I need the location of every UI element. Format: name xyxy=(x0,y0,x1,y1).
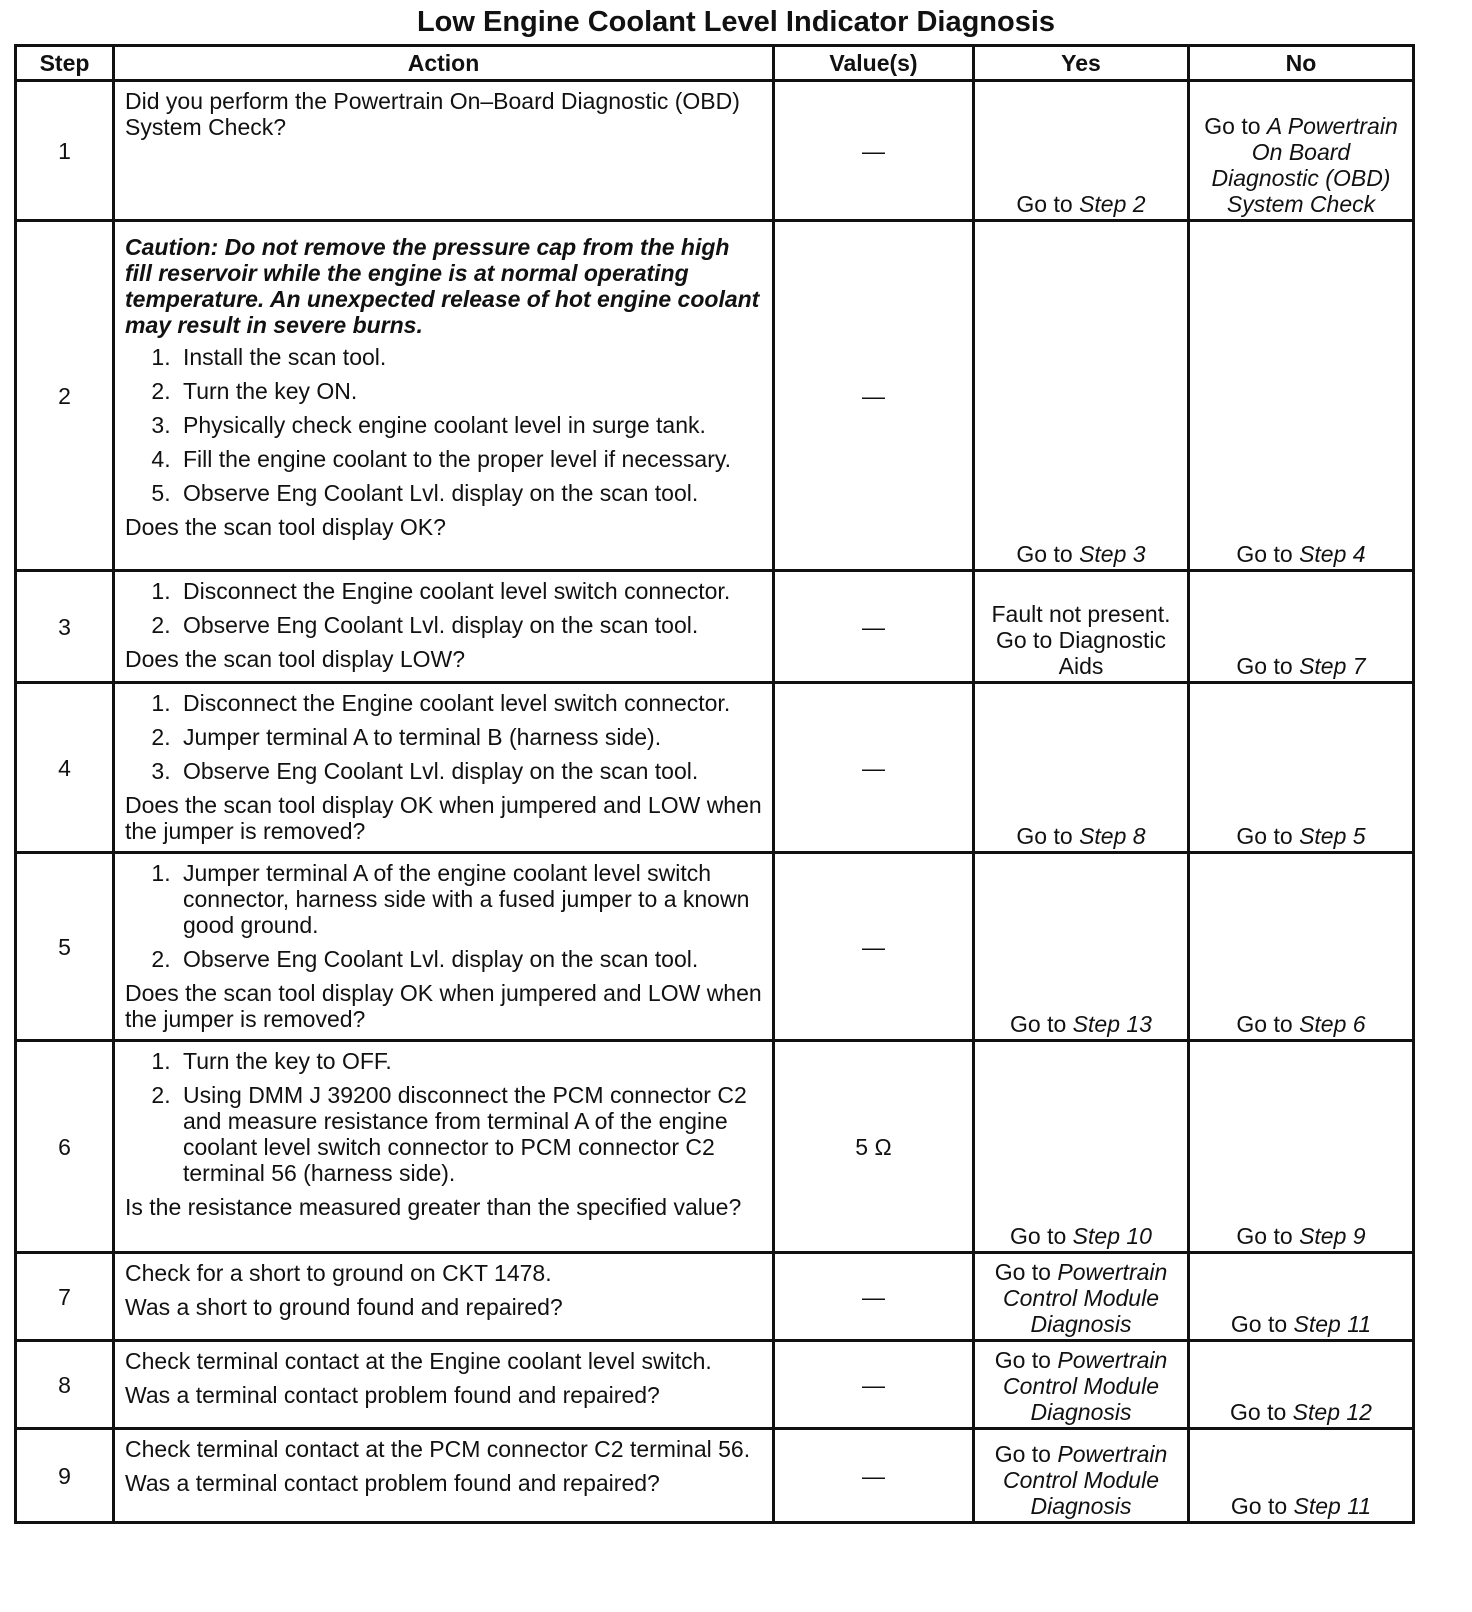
action-question: Was a terminal contact problem found and repaired? xyxy=(125,1382,660,1408)
yes-cell xyxy=(974,81,1189,221)
action-question: Does the scan tool display LOW? xyxy=(125,646,466,672)
no-target: Step 5 xyxy=(1299,823,1366,849)
no-target: Step 12 xyxy=(1292,1399,1372,1425)
no-prefix: Go to xyxy=(1204,113,1267,139)
yes-cell xyxy=(974,683,1189,853)
yes-prefix: Go to xyxy=(994,1441,1058,1467)
yes-prefix: Fault not present. Go to Diagnostic Aids xyxy=(991,601,1171,679)
action-step-item: 1. Jumper terminal A of the engine coolant level switch connector, harness side with a fused jumper to a known good ground. xyxy=(177,860,762,938)
yes-prefix: Go to xyxy=(1016,191,1080,217)
no-prefix: Go to xyxy=(1236,653,1300,679)
yes-cell xyxy=(974,1341,1189,1429)
table-row xyxy=(16,1253,1414,1341)
yes-prefix: Go to xyxy=(994,1347,1058,1373)
action-step-item: 1. Install the scan tool. xyxy=(177,344,762,370)
action-steps-list xyxy=(125,1048,762,1186)
caution-text: Caution: Do not remove the pressure cap from the high fill reservoir while the engine is at normal operating temperature. An unexpected release of hot engine coolant may result in severe burns. xyxy=(125,234,760,338)
yes-prefix: Go to xyxy=(1010,1011,1073,1037)
step-number: 2 xyxy=(16,221,114,571)
action-question: Does the scan tool display OK? xyxy=(125,514,446,540)
table-row xyxy=(16,81,1414,221)
table-row xyxy=(16,1041,1414,1253)
action-step-item: 1. Disconnect the Engine coolant level switch connector. xyxy=(177,690,762,716)
yes-cell xyxy=(974,571,1189,683)
diagnosis-table xyxy=(14,44,1415,1524)
action-step-item: 3. Observe Eng Coolant Lvl. display on the scan tool. xyxy=(177,758,762,784)
yes-target: Step 10 xyxy=(1072,1223,1152,1249)
action-line: Check terminal contact at the Engine coolant level switch. xyxy=(125,1348,712,1374)
no-cell xyxy=(1189,1253,1414,1341)
no-cell xyxy=(1189,1341,1414,1429)
step-number: 8 xyxy=(16,1341,114,1429)
action-cell xyxy=(114,221,774,571)
action-question: Was a short to ground found and repaired? xyxy=(125,1294,563,1320)
action-step-item: 3. Physically check engine coolant level in surge tank. xyxy=(177,412,762,438)
step-number: 4 xyxy=(16,683,114,853)
header-yes: Yes xyxy=(974,46,1189,81)
action-steps-list xyxy=(125,344,762,506)
table-row xyxy=(16,1429,1414,1523)
no-prefix: Go to xyxy=(1230,1399,1293,1425)
yes-prefix: Go to xyxy=(1016,541,1080,567)
yes-cell xyxy=(974,853,1189,1041)
action-cell xyxy=(114,571,774,683)
action-question: Is the resistance measured greater than the specified value? xyxy=(125,1194,742,1220)
step-number: 5 xyxy=(16,853,114,1041)
yes-prefix: Go to xyxy=(1016,823,1080,849)
no-prefix: Go to xyxy=(1230,1493,1294,1519)
step-number: 1 xyxy=(16,81,114,221)
action-step-item: 5. Observe Eng Coolant Lvl. display on the scan tool. xyxy=(177,480,762,506)
action-question: Does the scan tool display OK when jumpered and LOW when the jumper is removed? xyxy=(125,980,762,1032)
header-action: Action xyxy=(114,46,774,81)
action-step-item: 2. Jumper terminal A to terminal B (harness side). xyxy=(177,724,762,750)
action-cell xyxy=(114,81,774,221)
table-row xyxy=(16,571,1414,683)
yes-prefix: Go to xyxy=(1010,1223,1073,1249)
value-cell: — xyxy=(774,683,974,853)
step-number: 6 xyxy=(16,1041,114,1253)
action-steps-list xyxy=(125,860,762,972)
no-prefix: Go to xyxy=(1236,541,1300,567)
action-cell xyxy=(114,683,774,853)
document-title: Low Engine Coolant Level Indicator Diagnosis xyxy=(416,6,1056,38)
yes-prefix: Go to xyxy=(994,1259,1058,1285)
yes-target: Step 8 xyxy=(1079,823,1146,849)
no-target: Step 4 xyxy=(1299,541,1366,567)
no-cell xyxy=(1189,571,1414,683)
yes-target: Powertrain Control Module Diagnosis xyxy=(1003,1441,1168,1519)
action-step-item: 2. Observe Eng Coolant Lvl. display on the scan tool. xyxy=(177,612,762,638)
no-target: Step 11 xyxy=(1293,1311,1372,1337)
value-cell: 5 Ω xyxy=(774,1041,974,1253)
action-line: Check terminal contact at the PCM connector C2 terminal 56. xyxy=(125,1436,751,1462)
yes-target: Step 13 xyxy=(1072,1011,1152,1037)
value-cell: — xyxy=(774,1429,974,1523)
action-question: Was a terminal contact problem found and repaired? xyxy=(125,1470,660,1496)
action-step-item: 2. Using DMM J 39200 disconnect the PCM connector C2 and measure resistance from terminal A of the engine coolant level switch connector to PCM connector C2 terminal 56 (harness side). xyxy=(177,1082,762,1186)
action-step-item: 1. Disconnect the Engine coolant level switch connector. xyxy=(177,578,762,604)
action-cell xyxy=(114,1253,774,1341)
step-number: 3 xyxy=(16,571,114,683)
yes-target: Step 3 xyxy=(1079,541,1146,567)
no-prefix: Go to xyxy=(1236,823,1300,849)
yes-target: Step 2 xyxy=(1079,191,1146,217)
yes-cell xyxy=(974,1041,1189,1253)
step-number: 9 xyxy=(16,1429,114,1523)
value-cell: — xyxy=(774,853,974,1041)
no-cell xyxy=(1189,1041,1414,1253)
action-question: Does the scan tool display OK when jumpered and LOW when the jumper is removed? xyxy=(125,792,762,844)
value-cell: — xyxy=(774,1341,974,1429)
action-line: Did you perform the Powertrain On–Board Diagnostic (OBD) System Check? xyxy=(125,88,740,140)
action-step-item: 2. Turn the key ON. xyxy=(177,378,762,404)
yes-target: Powertrain Control Module Diagnosis xyxy=(1003,1259,1168,1337)
header-row xyxy=(16,46,1414,81)
yes-cell xyxy=(974,1253,1189,1341)
header-values: Value(s) xyxy=(774,46,974,81)
table-row xyxy=(16,683,1414,853)
action-step-item: 1. Turn the key to OFF. xyxy=(177,1048,762,1074)
action-steps-list xyxy=(125,690,762,784)
action-steps-list xyxy=(125,578,762,638)
action-step-item: 4. Fill the engine coolant to the proper level if necessary. xyxy=(177,446,762,472)
yes-cell xyxy=(974,1429,1189,1523)
value-cell: — xyxy=(774,571,974,683)
no-cell xyxy=(1189,221,1414,571)
no-target: Step 9 xyxy=(1299,1223,1366,1249)
table-row xyxy=(16,1341,1414,1429)
no-cell xyxy=(1189,683,1414,853)
no-cell xyxy=(1189,1429,1414,1523)
no-prefix: Go to xyxy=(1230,1311,1294,1337)
action-cell xyxy=(114,1041,774,1253)
no-target: A Powertrain On Board Diagnostic (OBD) System Check xyxy=(1211,113,1398,217)
action-line: Check for a short to ground on CKT 1478. xyxy=(125,1260,552,1286)
no-target: Step 7 xyxy=(1299,653,1366,679)
action-step-item: 2. Observe Eng Coolant Lvl. display on the scan tool. xyxy=(177,946,762,972)
no-target: Step 11 xyxy=(1293,1493,1372,1519)
action-cell xyxy=(114,1429,774,1523)
yes-target: Powertrain Control Module Diagnosis xyxy=(1003,1347,1168,1425)
value-cell: — xyxy=(774,81,974,221)
step-number: 7 xyxy=(16,1253,114,1341)
no-prefix: Go to xyxy=(1236,1223,1300,1249)
yes-cell xyxy=(974,221,1189,571)
header-no: No xyxy=(1189,46,1414,81)
value-cell: — xyxy=(774,221,974,571)
table-row xyxy=(16,853,1414,1041)
no-cell xyxy=(1189,81,1414,221)
no-cell xyxy=(1189,853,1414,1041)
no-prefix: Go to xyxy=(1236,1011,1300,1037)
no-target: Step 6 xyxy=(1299,1011,1366,1037)
header-step: Step xyxy=(16,46,114,81)
action-cell xyxy=(114,853,774,1041)
value-cell: — xyxy=(774,1253,974,1341)
action-cell xyxy=(114,1341,774,1429)
table-row xyxy=(16,221,1414,571)
